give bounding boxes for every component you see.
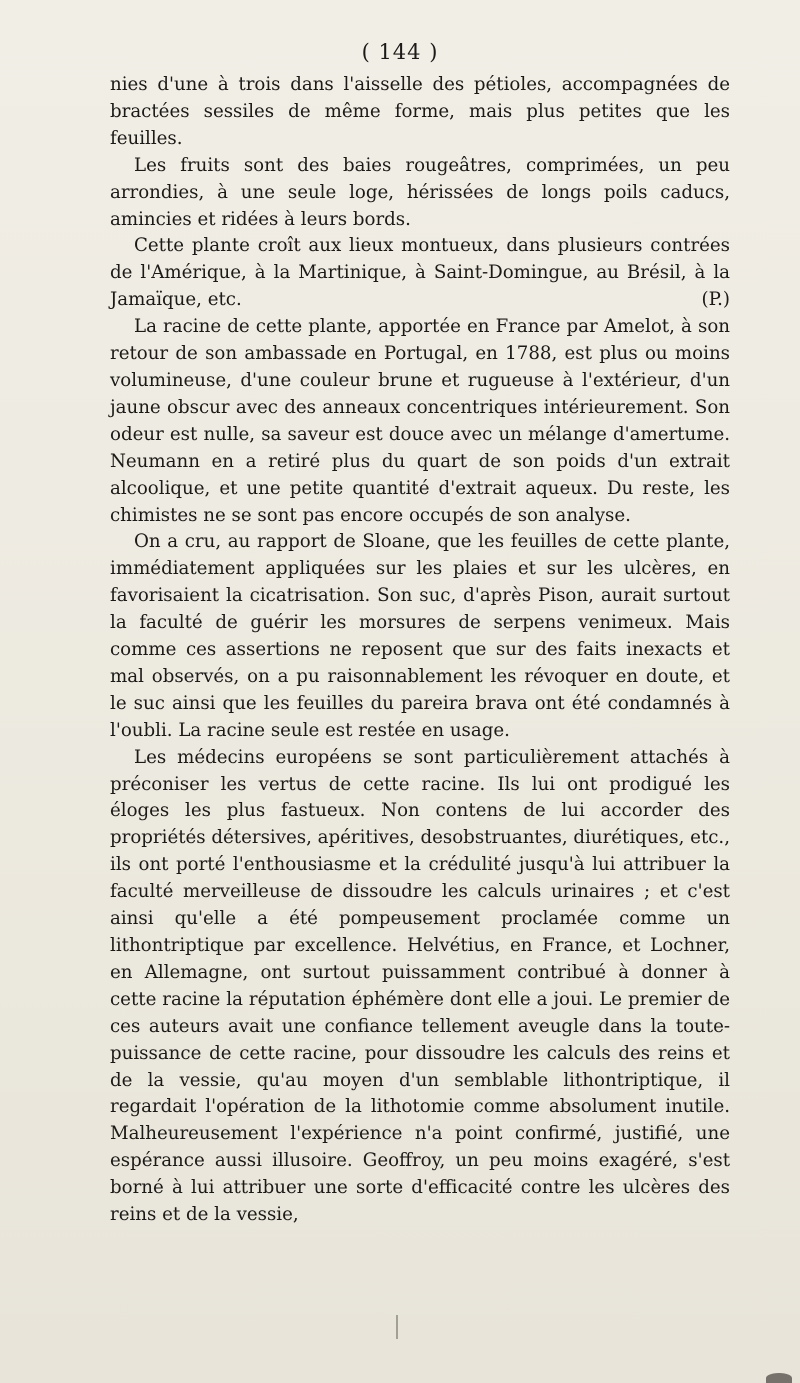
paragraph-5: On a cru, au rapport de Sloane, que les feuilles de cette plante, immédiatement appliquées sur les plaies et sur les ulcères, en favorisaient la cicatrisation. Son suc, d'après Pison, aurait surtout la faculté de guérir les morsures de serpens venimeux. Mais comme ces assertions ne reposent que sur des faits inexacts et mal observés, on a pu raisonnablement les révoquer en doute, et le suc ainsi que les feuilles du pareira brava ont été condamnés à l'oubli. La racine seule est restée en usage.	[110, 531, 730, 741]
paragraph-3-text: Cette plante croît aux lieux montueux, dans plusieurs contrées de l'Amérique, à la Martinique, à Saint-Domingue, au Brésil, à la Jamaïque, etc.	[110, 235, 730, 311]
paragraph-3	[110, 233, 730, 314]
author-note: (P.)	[701, 289, 730, 311]
paragraph-4: La racine de cette plante, apportée en France par Amelot, à son retour de son ambassade en Portugal, en 1788, est plus ou moins volumineuse, d'une couleur brune et rugueuse à l'extérieur, d'un jaune obscur avec des anneaux concentriques intérieurement. Son odeur est nulle, sa saveur est douce avec un mélange d'amertume. Neumann en a retiré plus du quart de son poids d'un extrait alcoolique, et une petite quantité d'extrait aqueux. Du reste, les chimistes ne se sont pas encore occupés de son analyse.	[110, 316, 730, 526]
page-number: ( 144 )	[361, 40, 439, 64]
printing-mark	[396, 1315, 398, 1339]
paragraph-1: nies d'une à trois dans l'aisselle des pétioles, accompagnées de bractées sessiles de même forme, mais plus petites que les feuilles.	[110, 74, 730, 149]
paragraph-6: Les médecins européens se sont particulièrement attachés à préconiser les vertus de cette racine. Ils lui ont prodigué les éloges les plus fastueux. Non contens de lui accorder des propriétés détersives, apéritives, desobstruantes, diurétiques, etc., ils ont porté l'enthousiasme et la crédulité jusqu'à lui attribuer la faculté merveilleuse de dissoudre les calculs urinaires ; et c'est ainsi qu'elle a été pompeusement proclamée comme un lithontriptique par excellence. Helvétius, en France, et Lochner, en Allemagne, ont surtout puissamment contribué à donner à cette racine la réputation éphémère dont elle a joui. Le premier de ces auteurs avait une confiance tellement aveugle dans la toute-puissance de cette racine, pour dissoudre les calculs des reins et de la vessie, qu'au moyen d'un semblable lithontriptique, il regardait l'opération de la lithotomie comme absolument inutile. Malheureusement l'expérience n'a point confirmé, justifié, une espérance aussi illusoire. Geoffroy, un peu moins exagéré, s'est borné à lui attribuer une sorte d'efficacité contre les ulcères des reins et de la vessie,	[110, 746, 730, 1226]
paragraph-2: Les fruits sont des baies rougeâtres, comprimées, un peu arrondies, à une seule loge, hérissées de longs poils caducs, amincies et ridées à leurs bords.	[110, 154, 730, 230]
body-text	[110, 72, 730, 1229]
page-corner-mark	[766, 1373, 792, 1383]
